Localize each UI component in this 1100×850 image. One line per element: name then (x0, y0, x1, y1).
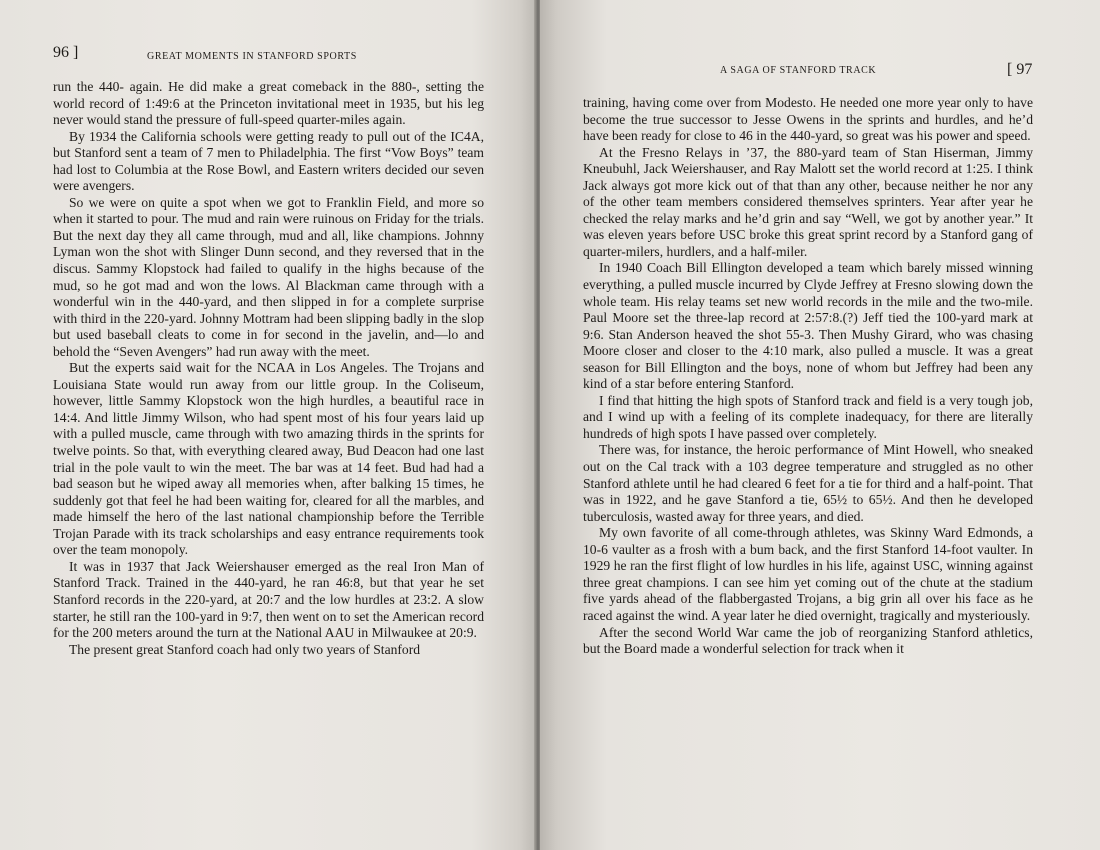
running-head: GREAT MOMENTS IN STANFORD SPORTS (147, 51, 357, 62)
paragraph: After the second World War came the job of reorganizing Stanford athletics, but the Board made a wonderful selection for track when it (583, 624, 1033, 657)
left-page (0, 0, 536, 850)
body-text (53, 79, 484, 658)
paragraph: It was in 1937 that Jack Weiershauser emerged as the real Iron Man of Stanford Track. Trained in the 440-yard, he ran 46:8, but that year he set Stanford records in the 220-yard, at 20:7 and the low hurdles at 23:2. A slow starter, he still ran the 100-yard in 9:7, then went on to set the American record for the 200 meters around the turn at the National AAU in Milwaukee at 20:9. (53, 558, 484, 641)
running-head: A SAGA OF STANFORD TRACK (720, 65, 877, 76)
paragraph: run the 440- again. He did make a great comeback in the 880-, setting the world record of 1:49:6 at the Princeton invitational meet in 1935, but his leg never would stand the pressure of full-speed quarter-miles again. (53, 79, 484, 128)
body-text (583, 95, 1033, 658)
paragraph: There was, for instance, the heroic performance of Mint Howell, who sneaked out on the Cal track with a 103 degree temperature and struggled as no other Stanford athlete until he had cleared 6 feet for a tie for third and a half-point. That was in 1922, and he gave Stanford a tie, 65½ to 65½. And then he developed tuberculosis, wasted away for three years, and died. (583, 442, 1033, 524)
page-number: 96 ] (53, 44, 79, 61)
paragraph: My own favorite of all come-through athletes, was Skinny Ward Edmonds, a 10-6 vaulter as a frosh with a bum back, and the first Stanford 14-foot vaulter. In 1929 he ran the first flight of low hurdles in his life, against USC, winning against three great champions. I can see him yet coming out of the chute at the stadium five yards ahead of the flabbergasted Trojans, a big grin all over his face as he raced against the wind. A year later he died overnight, tragically and mysteriously. (583, 525, 1033, 623)
page-number: [ 97 (1007, 61, 1033, 78)
paragraph: I find that hitting the high spots of Stanford track and field is a very tough job, and I wind up with a feeling of its complete inadequacy, for there are literally hundreds of high spots I have passed over completely. (583, 392, 1033, 441)
paragraph: But the experts said wait for the NCAA in Los Angeles. The Trojans and Louisiana State would run away from our little group. In the Coliseum, however, little Sammy Klopstock won the high hurdles, a beautiful race in 14:4. And little Jimmy Wilson, who had spent most of his four years laid up with a pulled muscle, came through with two amazing thirds in the sprints for twelve points. So that, with everything cleared away, Bud Deacon had one last trial in the pole vault to win the meet. The bar was at 14 feet. Bud had had a bad season but he wiped away all memories when, after balking 15 times, he suddenly got that feel he had been waiting for, cleared for all the marbles, and made himself the hero of the last national championship before the Terrible Trojan Parade with its track scholarships and easy entrance requirements took over the team monopoly. (53, 360, 484, 558)
paragraph: The present great Stanford coach had only two years of Stanford (69, 641, 421, 657)
paragraph: So we were on quite a spot when we got to Franklin Field, and more so when it started to pour. The mud and rain were ruinous on Friday for the trials. But the next day they all came through, mud and all, like champions. Johnny Lyman won the shot with Slinger Dunn second, and they reversed that in the discus. Sammy Klopstock had failed to qualify in the highs because of the mud, so he got mad and won the lows. Al Blackman came through with a wonderful win in the 440-yard, and then slipped in for a complete surprise with third in the 220-yard. Johnny Mottram had been slipping badly in the slop but used baseball cleats to come in for second in the javelin, and—lo and behold the “Seven Avengers” had run away with the meet. (53, 194, 484, 359)
paragraph: training, having come over from Modesto. He needed one more year only to have become the true successor to Jesse Owens in the sprints and hurdles, and he’d have been ready for close to 46 in the 440-yard, so great was his power and speed. (583, 95, 1033, 144)
paragraph: At the Fresno Relays in ’37, the 880-yard team of Stan Hiserman, Jimmy Kneubuhl, Jack Weiershauser, and Ray Malott set the world record at 1:25. I think Jack always got more kick out of that than any other, because neither he nor any of the other team members considered themselves sprinters. Year after year he checked the relay marks and he’d grin and say “Well, we got by another year.” It was eleven years before USC broke this great sprint record by a Stanford gang of quarter-milers, hurdlers, and a half-miler. (583, 144, 1033, 259)
paragraph: By 1934 the California schools were getting ready to pull out of the IC4A, but Stanford sent a team of 7 men to Philadelphia. The first “Vow Boys” team had lost to Columbia at the Rose Bowl, and Eastern writers decided our seven were avengers. (53, 128, 484, 194)
paragraph: In 1940 Coach Bill Ellington developed a team which barely missed winning everything, a pulled muscle incurred by Clyde Jeffrey at Fresno slowing down the whole team. His relay teams set new world records in the mile and the two-mile. Paul Moore set the three-lap record at 2:57:8.(?) Jeff tied the 100-yard mark at 9:6. Stan Anderson heaved the shot 55-3. Then Mushy Girard, who was chasing Moore closer and closer to the 4:10 mark, also pulled a muscle. It was a great season for Bill Ellington and the boys, none of whom but Jeffrey had been any kind of a star before entering Stanford. (583, 260, 1033, 392)
